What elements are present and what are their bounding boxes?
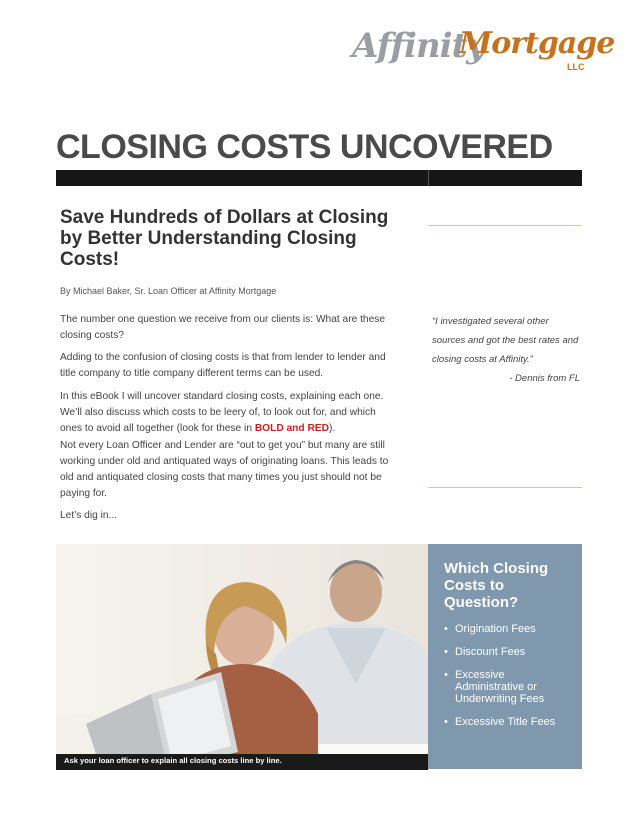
bullet-icon: • <box>444 716 448 728</box>
couple-with-laptop-photo <box>56 544 428 769</box>
paragraph-2: Adding to the confusion of closing costs is that from lender to lender and title company to title company different terms can be used. <box>60 352 386 379</box>
bold-red-emphasis: BOLD and RED <box>254 423 329 434</box>
paragraph-4: Not every Loan Officer and Lender are “out to get you” but many are still working under old and antiquated ways of originating loans. This leads to old and antiquated closing costs that many times you just should not be paying for. <box>60 440 389 499</box>
closing-costs-sidebar <box>428 544 582 769</box>
bullet-icon: • <box>444 623 448 635</box>
sidebar-item-label: Origination Fees <box>455 623 536 635</box>
article-heading: Save Hundreds of Dollars at Closing by Better Understanding Closing Costs! <box>60 207 389 270</box>
title-underline-bar <box>56 170 582 186</box>
paragraph-3 <box>60 389 400 437</box>
article-byline: By Michael Baker, Sr. Loan Officer at Affinity Mortgage <box>60 286 277 296</box>
logo-mortgage-text: Mortgage <box>459 26 615 61</box>
sidebar-title: Which Closing Costs to Question? <box>444 560 549 611</box>
company-logo <box>352 20 615 82</box>
sidebar-item-label: Discount Fees <box>455 646 526 658</box>
photo-caption-bar <box>56 754 428 770</box>
page-title: CLOSING COSTS UNCOVERED <box>56 128 553 166</box>
sidebar-list-item <box>444 716 572 728</box>
sidebar-item-label: Excessive Title Fees <box>455 716 556 728</box>
paragraph-3-end: ). <box>328 423 336 434</box>
bullet-icon: • <box>444 669 448 681</box>
title-bar-divider <box>428 170 429 186</box>
paragraph-5: Let’s dig in... <box>60 510 118 521</box>
logo-llc-text: LLC <box>567 62 585 72</box>
sidebar-item-label: Excessive Administrative or Underwriting Fees <box>455 669 545 705</box>
sidebar-list-item <box>444 669 572 705</box>
photo-caption: Ask your loan officer to explain all closing costs line by line. <box>64 756 282 765</box>
testimonial-top-rule <box>428 225 582 226</box>
testimonial-quote: “I investigated several other sources and got the best rates and closing costs at Affinity.” <box>432 316 579 365</box>
testimonial-bottom-rule <box>428 487 582 488</box>
sidebar-list-item <box>444 646 572 658</box>
paragraph-3-text: In this eBook I will uncover standard closing costs, explaining each one. We’ll also discuss which costs to be leery of, to look out for, and which ones to avoid all together (look for these in <box>60 391 384 434</box>
sidebar-list-item <box>444 623 572 635</box>
photo-illustration <box>56 544 428 769</box>
paragraph-1: The number one question we receive from our clients is: What are these closing costs? <box>60 314 386 341</box>
bullet-icon: • <box>444 646 448 658</box>
testimonial-author: - Dennis from FL <box>509 373 580 384</box>
logo-affinity-text: Affinity <box>352 26 486 66</box>
sidebar-list <box>444 623 572 728</box>
